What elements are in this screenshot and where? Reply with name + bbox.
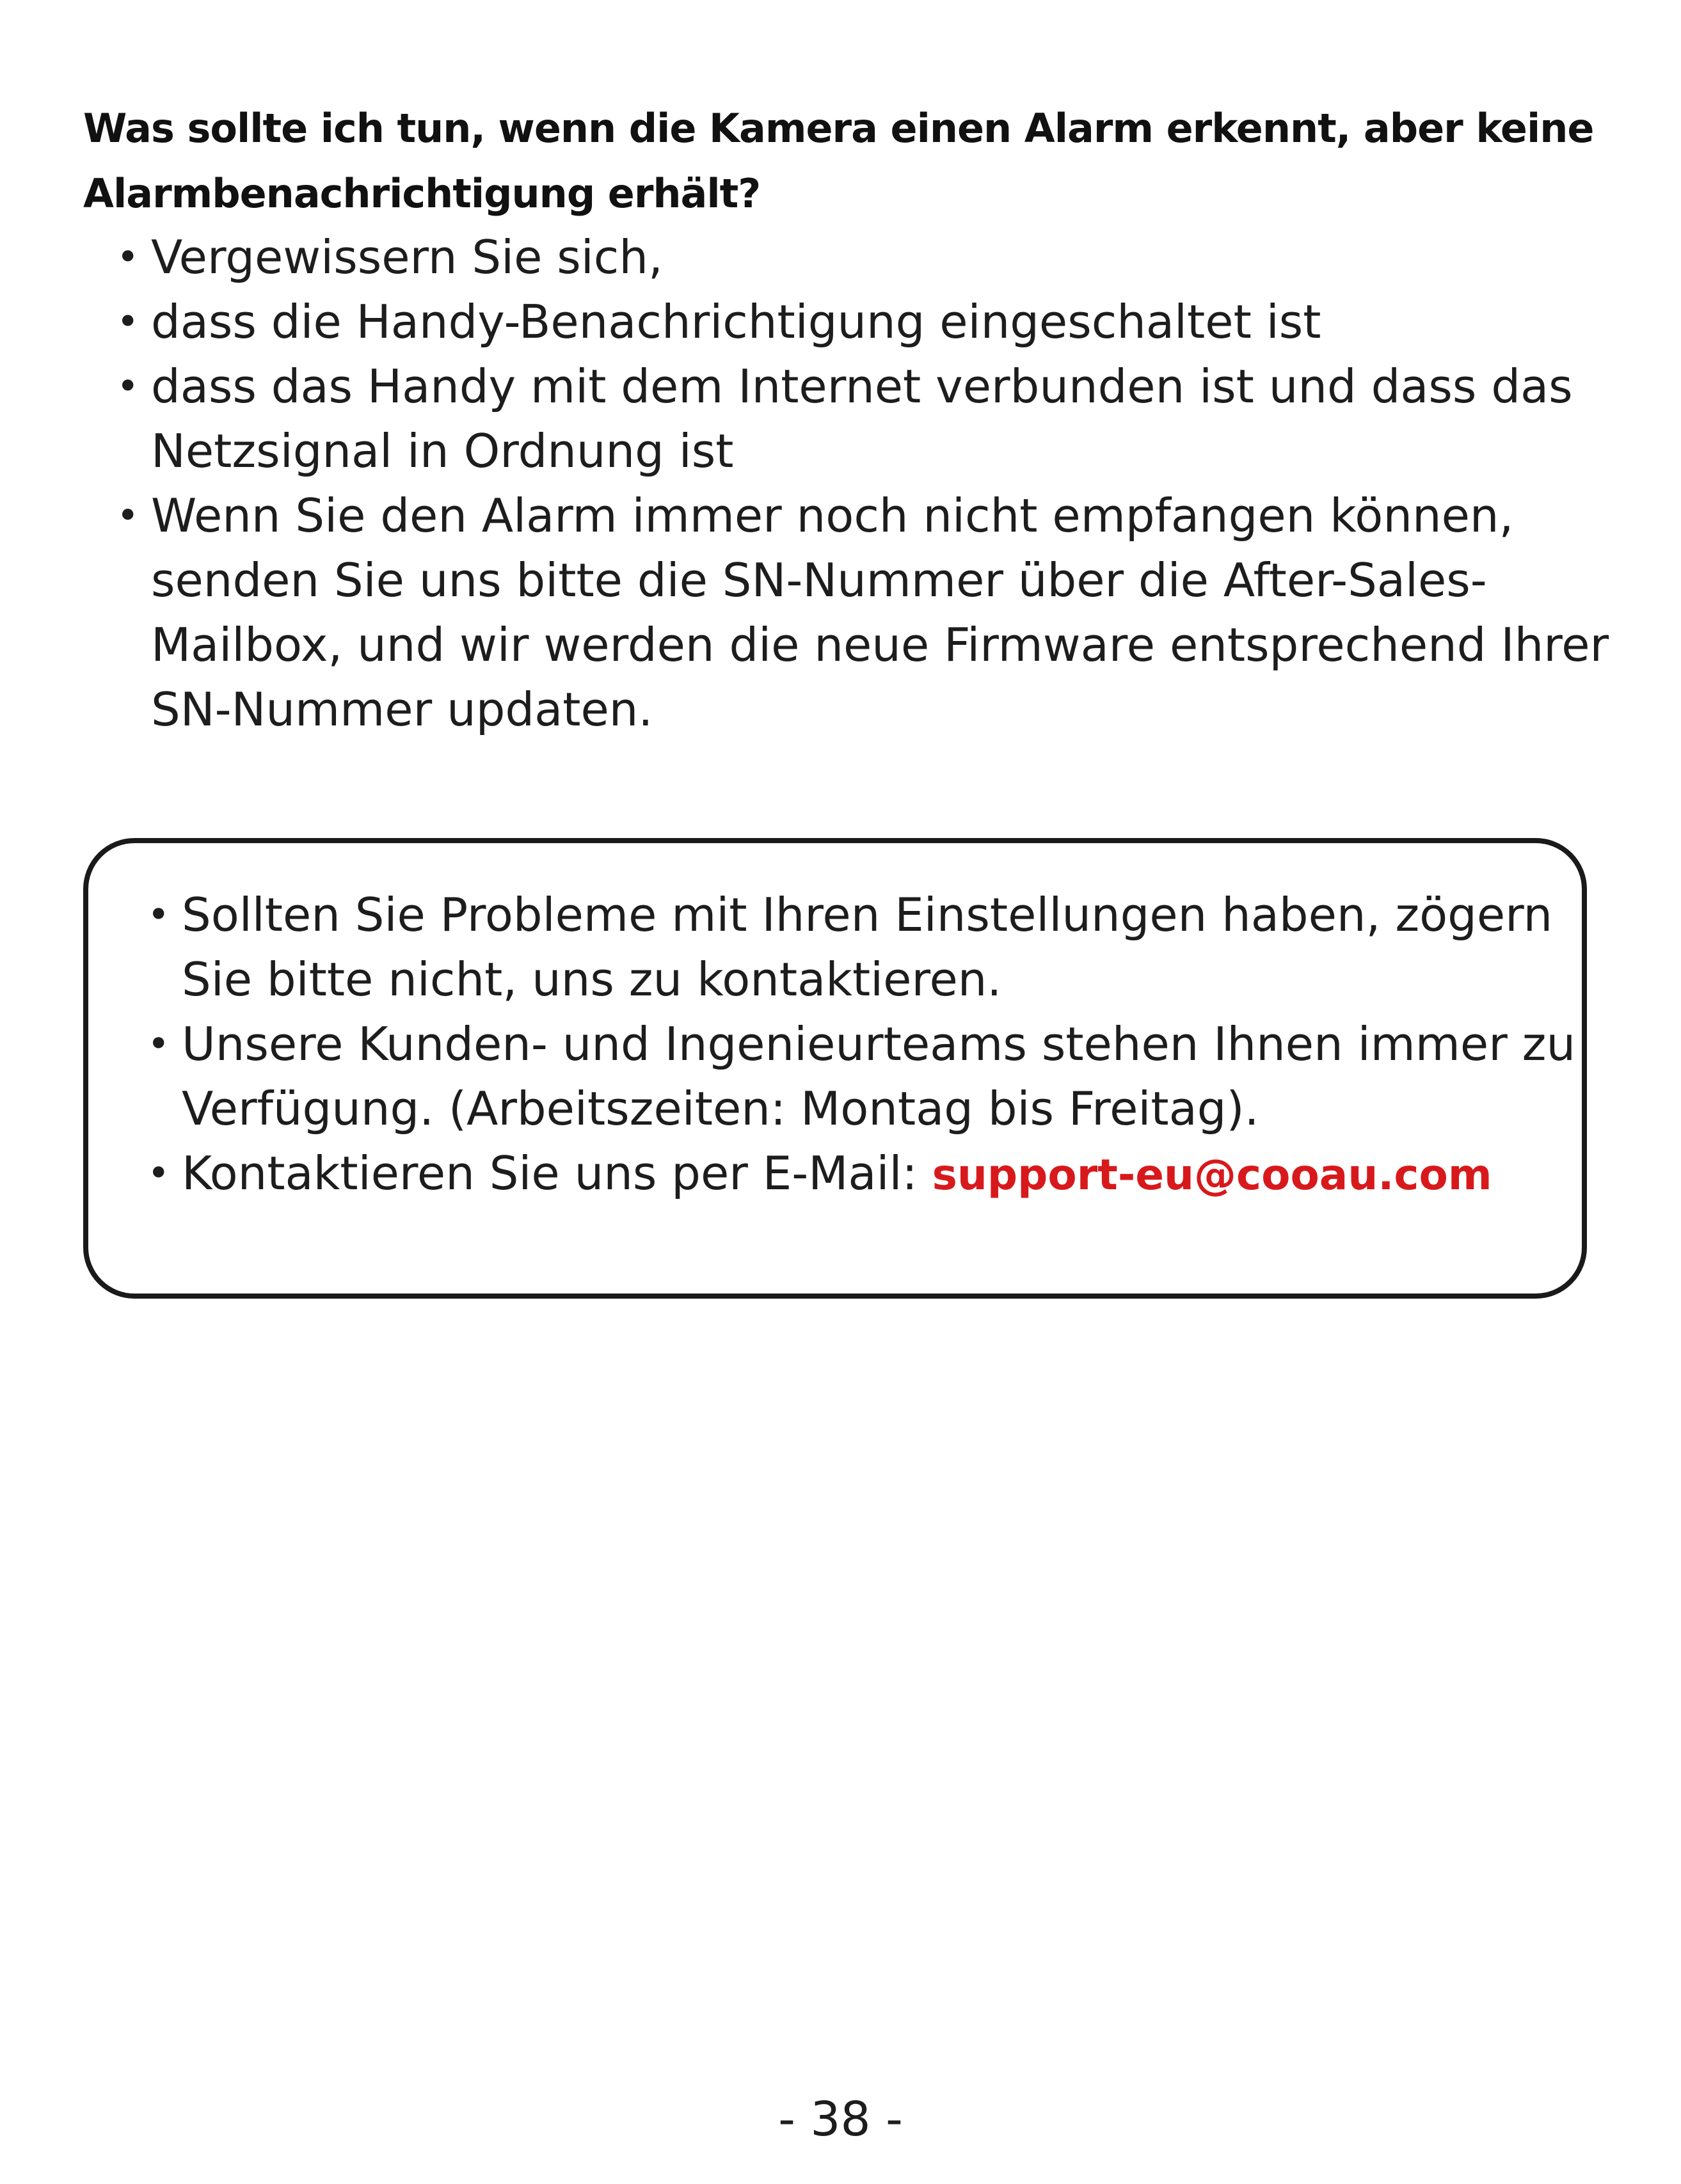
answer-item-text: Wenn Sie den Alarm immer noch nicht empfangen können, senden Sie uns bitte die SN-Nummer über die After-Sales-Mailbox, und wir werden die neue Firmware entsprechend Ihrer SN-Nummer updaten.: [151, 489, 1609, 736]
page-number: - 38 -: [778, 2092, 903, 2147]
bullet-icon: •: [116, 364, 139, 409]
contact-info-box: [83, 838, 1587, 1299]
answer-item: [83, 225, 1632, 290]
bullet-icon: •: [147, 1022, 170, 1066]
answer-item-text: dass das Handy mit dem Internet verbunden ist und dass das Netzsignal in Ordnung ist: [151, 360, 1573, 478]
contact-item: [114, 1012, 1586, 1141]
faq-question: Was sollte ich tun, wenn die Kamera einen Alarm erkennt, aber keine Alarmbenachrichtigung erhält?: [83, 105, 1594, 217]
contact-item-text: Kontaktieren Sie uns per E-Mail:: [182, 1146, 932, 1200]
contact-item: [114, 883, 1586, 1012]
support-email-link[interactable]: support-eu@cooau.com: [932, 1150, 1492, 1199]
faq-answer: [83, 225, 1632, 742]
bullet-icon: •: [116, 493, 139, 538]
bullet-icon: •: [147, 1151, 170, 1196]
contact-item: [114, 1141, 1586, 1207]
contact-item-text: Sollten Sie Probleme mit Ihren Einstellungen haben, zögern Sie bitte nicht, uns zu kontaktieren.: [182, 888, 1553, 1006]
contact-item-text: Unsere Kunden- und Ingenieurteams stehen Ihnen immer zu Verfügung. (Arbeitszeiten: Montag bis Freitag).: [182, 1017, 1576, 1136]
answer-item: [83, 290, 1632, 354]
answer-item: [83, 484, 1632, 742]
answer-list: [83, 225, 1632, 742]
answer-item: [83, 354, 1632, 484]
answer-item-text: dass die Handy-Benachrichtigung eingeschaltet ist: [151, 295, 1321, 349]
answer-item-text: Vergewissern Sie sich,: [151, 230, 663, 284]
bullet-icon: •: [116, 299, 139, 344]
bullet-icon: •: [116, 235, 139, 280]
bullet-icon: •: [147, 892, 170, 937]
contact-list: [114, 883, 1586, 1207]
